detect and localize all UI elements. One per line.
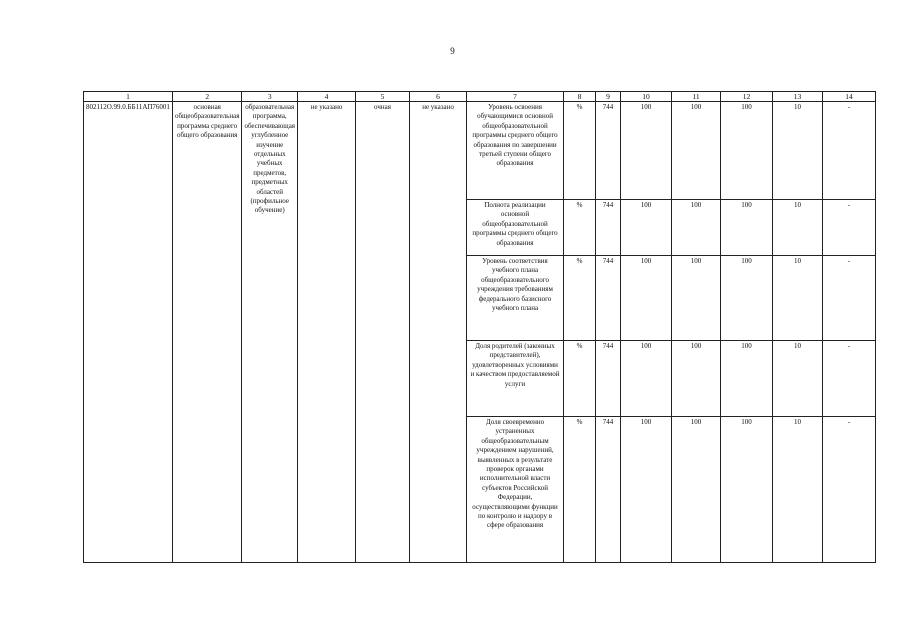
deviation-cell: 10 [773, 417, 823, 563]
deviation-cell: 10 [773, 102, 823, 200]
header-cell: 14 [823, 92, 876, 102]
value-cell: 100 [621, 102, 672, 200]
header-cell: 6 [410, 92, 467, 102]
value-cell: 100 [721, 256, 773, 341]
unit-cell: % [564, 417, 596, 563]
note-cell: - [823, 417, 876, 563]
okei-cell: 744 [596, 102, 621, 200]
value-cell: 100 [621, 341, 672, 417]
okei-cell: 744 [596, 417, 621, 563]
note-cell: - [823, 341, 876, 417]
value-cell: 100 [721, 102, 773, 200]
value-cell: 100 [621, 417, 672, 563]
value-cell: 100 [672, 200, 721, 256]
indicator-name-cell: Полнота реализации основной общеобразовательной программы среднего общего образования [467, 200, 564, 256]
okei-cell: 744 [596, 341, 621, 417]
value-cell: 100 [672, 102, 721, 200]
service-code-cell: 802112О.99.0.ББ11АП76001 [84, 102, 173, 563]
table-row [84, 102, 876, 200]
okei-cell: 744 [596, 256, 621, 341]
note-cell: - [823, 256, 876, 341]
unit-cell: % [564, 200, 596, 256]
indicator-name-cell: Доля родителей (законных представителей), удовлетворенных условиями и качеством предоставляемой услуги [467, 341, 564, 417]
value-cell: 100 [721, 341, 773, 417]
category-cell: не указано [298, 102, 356, 563]
header-cell: 5 [356, 92, 410, 102]
header-cell: 10 [621, 92, 672, 102]
program-cell: основная общеобразовательная программа среднего общего образования [172, 102, 242, 563]
header-cell: 1 [84, 92, 173, 102]
quality-indicators-table [83, 91, 876, 563]
header-cell: 12 [721, 92, 773, 102]
value-cell: 100 [721, 417, 773, 563]
header-cell: 3 [242, 92, 298, 102]
indicator-name-cell: Доля своевременно устраненных общеобразовательным учреждением нарушений, выявленных в результате проверок органами исполнительной власти субъектов Российской Федерации, осуществляющими функции по контролю и надзору в сфере образования [467, 417, 564, 563]
value-cell: 100 [621, 256, 672, 341]
header-cell: 8 [564, 92, 596, 102]
value-cell: 100 [672, 417, 721, 563]
value-cell: 100 [672, 256, 721, 341]
header-cell: 13 [773, 92, 823, 102]
note-cell: - [823, 102, 876, 200]
note-cell: - [823, 200, 876, 256]
unit-cell: % [564, 102, 596, 200]
unit-cell: % [564, 256, 596, 341]
header-cell: 7 [467, 92, 564, 102]
value-cell: 100 [621, 200, 672, 256]
deviation-cell: 10 [773, 341, 823, 417]
deviation-cell: 10 [773, 200, 823, 256]
indicator-name-cell: Уровень освоения обучающимися основной общеобразовательной программы среднего общего образования по завершении третьей ступени общего образования [467, 102, 564, 200]
value-cell: 100 [672, 341, 721, 417]
form-cell: очная [356, 102, 410, 563]
value-cell: 100 [721, 200, 773, 256]
okei-cell: 744 [596, 200, 621, 256]
header-cell: 9 [596, 92, 621, 102]
unit-cell: % [564, 341, 596, 417]
header-cell: 11 [672, 92, 721, 102]
other-cell: не указано [410, 102, 467, 563]
deviation-cell: 10 [773, 256, 823, 341]
header-cell: 4 [298, 92, 356, 102]
indicator-name-cell: Уровень соответствия учебного плана общеобразовательного учреждения требованиям федерального базисного учебного плана [467, 256, 564, 341]
header-cell: 2 [172, 92, 242, 102]
program-type-cell: образовательная программа, обеспечивающая углубленное изучение отдельных учебных предметов, предметных областей (профильное обучение) [242, 102, 298, 563]
header-row [84, 92, 876, 102]
page-number: 9 [450, 46, 455, 56]
